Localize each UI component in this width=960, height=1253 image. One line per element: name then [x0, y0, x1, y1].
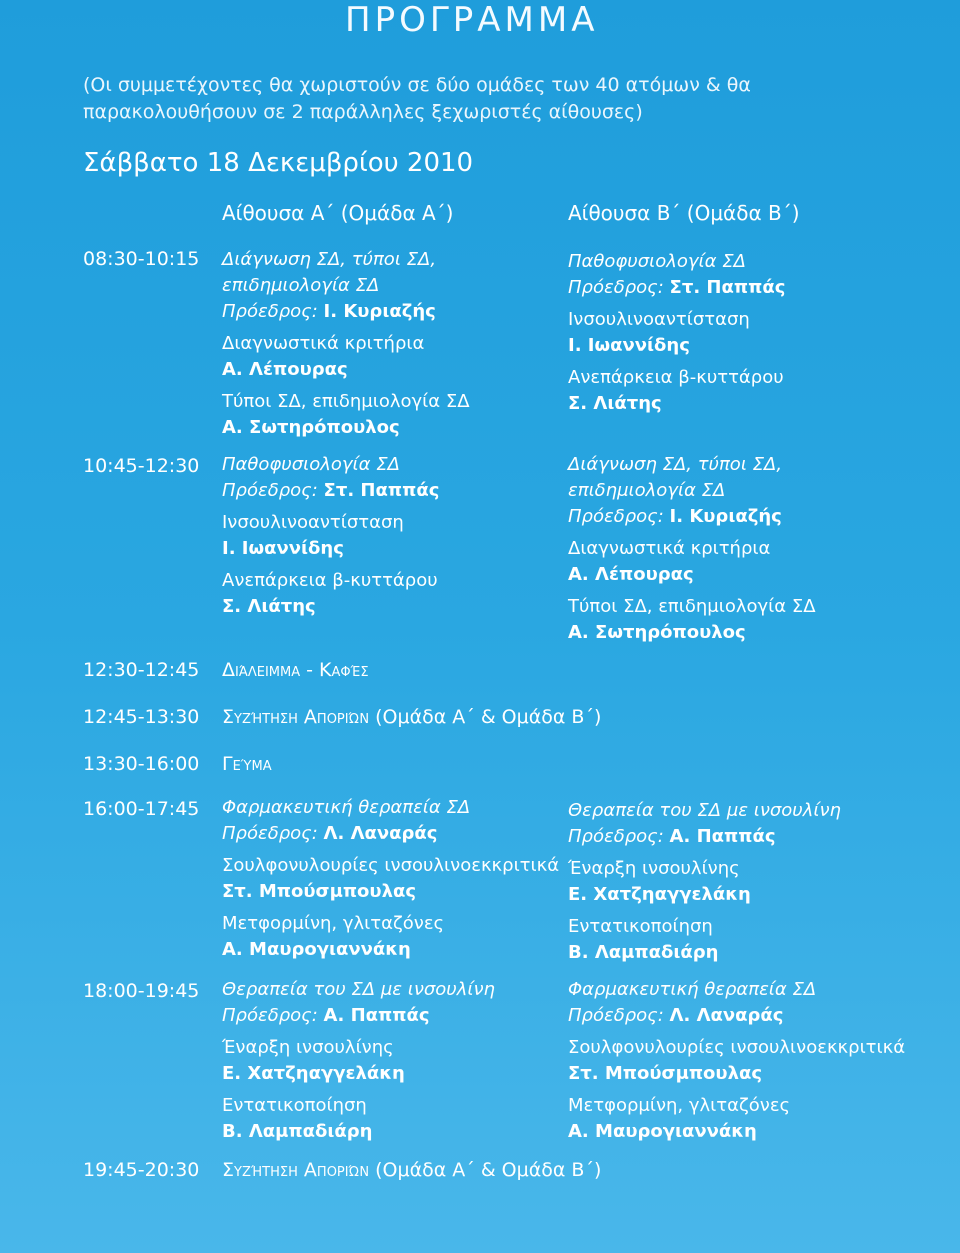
talk-speaker: Α. Μαυρογιαννάκη [222, 939, 411, 960]
talk-speaker: Α. Σωτηρόπουλος [568, 622, 746, 643]
talk-speaker: Α. Λέπουρας [222, 359, 348, 380]
chair-label: Πρόεδρος: [568, 826, 664, 847]
discussion-row [222, 706, 601, 728]
session-block [568, 249, 913, 417]
participants-note: (Οι συμμετέχοντες θα χωριστούν σε δύο ομάδες των 40 ατόμων & θα παρακολουθήσουν σε 2 παράλληλες ξεχωριστές αίθουσες) [83, 74, 751, 123]
chair-name: Ι. Κυριαζής [323, 301, 436, 322]
talk-topic: Ινσουλινοαντίσταση [222, 512, 404, 533]
session-block [222, 247, 567, 441]
chair-name: Ι. Κυριαζής [669, 506, 782, 527]
chair-label: Πρόεδρος: [568, 1005, 664, 1026]
chair-label: Πρόεδρος: [222, 1005, 318, 1026]
discussion-row [222, 1159, 601, 1181]
chair-name: Στ. Παππάς [669, 277, 786, 298]
session-title: Διάγνωση ΣΔ, τύποι ΣΔ, [568, 454, 783, 475]
session-chair [568, 275, 913, 301]
talk-topic: Σουλφονυλουρίες ινσουλινοεκκριτικά [222, 855, 560, 876]
session-title: Φαρμακευτική θεραπεία ΣΔ [568, 979, 817, 1000]
session-title: Παθοφυσιολογία ΣΔ [222, 454, 400, 475]
talk-topic: Ινσουλινοαντίσταση [568, 309, 750, 330]
day-heading: Σάββατο 18 Δεκεμβρίου 2010 [83, 148, 474, 178]
talk-topic: Έναρξη ινσουλίνης [568, 858, 740, 879]
session-chair [222, 1003, 567, 1029]
talk-speaker: Β. Λαμπαδιάρη [568, 942, 719, 963]
talk-speaker: Α. Λέπουρας [568, 564, 694, 585]
talk-speaker: Ι. Ιωαννίδης [222, 538, 344, 559]
talk-topic: Τύποι ΣΔ, επιδημιολογία ΣΔ [222, 391, 470, 412]
talk-speaker: Ι. Ιωαννίδης [568, 335, 690, 356]
talk-speaker: Στ. Μπούσμπουλας [222, 881, 417, 902]
session-block [568, 977, 913, 1145]
session-chair [568, 824, 913, 850]
talk-topic: Εντατικοποίηση [568, 916, 713, 937]
chair-name: Λ. Λαναράς [669, 1005, 784, 1026]
talk-speaker: Σ. Λιάτης [568, 393, 662, 414]
session-title: Θεραπεία του ΣΔ με ινσουλίνη [222, 979, 495, 1000]
talk-speaker: Ε. Χατζηαγγελάκη [222, 1063, 405, 1084]
chair-label: Πρόεδρος: [222, 480, 318, 501]
chair-label: Πρόεδρος: [222, 301, 318, 322]
session-chair [222, 821, 567, 847]
talk-topic: Διαγνωστικά κριτήρια [568, 538, 771, 559]
session-chair [222, 478, 567, 504]
hall-a-heading: Αίθουσα Α΄ (Ομάδα Α΄) [222, 201, 454, 225]
session-block [222, 452, 567, 620]
talk-speaker: Α. Μαυρογιαννάκη [568, 1121, 757, 1142]
session-block [222, 977, 567, 1145]
talk-speaker: Σ. Λιάτης [222, 596, 316, 617]
chair-name: Στ. Παππάς [323, 480, 440, 501]
chair-name: Α. Παππάς [323, 1005, 430, 1026]
time-slot: 12:45-13:30 [83, 706, 200, 728]
session-title: Θεραπεία του ΣΔ με ινσουλίνη [568, 800, 841, 821]
session-title: Παθοφυσιολογία ΣΔ [568, 251, 746, 272]
talk-speaker: Στ. Μπούσμπουλας [568, 1063, 763, 1084]
discussion-groups: (Ομάδα Α΄ & Ομάδα Β΄) [375, 1159, 602, 1181]
hall-b-heading: Αίθουσα Β΄ (Ομάδα Β΄) [568, 201, 800, 225]
talk-topic: Μετφορμίνη, γλιταζόνες [222, 913, 445, 934]
page-title: ΠΡΟΓΡΑΜΜΑ [345, 0, 599, 40]
session-chair [568, 504, 913, 530]
time-slot: 12:30-12:45 [83, 659, 200, 681]
session-chair [222, 299, 567, 325]
time-slot: 10:45-12:30 [83, 455, 200, 477]
discussion-label: Συζήτηση Αποριών [222, 706, 370, 728]
session-title: Διάγνωση ΣΔ, τύποι ΣΔ, [222, 249, 437, 270]
lunch-label: Γεύμα [222, 753, 272, 775]
talk-speaker: Β. Λαμπαδιάρη [222, 1121, 373, 1142]
talk-topic: Ανεπάρκεια β-κυττάρου [222, 570, 438, 591]
talk-speaker: Ε. Χατζηαγγελάκη [568, 884, 751, 905]
talk-topic: Σουλφονυλουρίες ινσουλινοεκκριτικά [568, 1037, 906, 1058]
session-block [568, 798, 913, 966]
time-slot: 16:00-17:45 [83, 798, 200, 820]
chair-label: Πρόεδρος: [568, 506, 664, 527]
session-title: επιδημιολογία ΣΔ [568, 480, 726, 501]
chair-label: Πρόεδρος: [568, 277, 664, 298]
discussion-groups: (Ομάδα Α΄ & Ομάδα Β΄) [375, 706, 602, 728]
talk-topic: Διαγνωστικά κριτήρια [222, 333, 425, 354]
session-block [222, 795, 567, 963]
time-slot: 18:00-19:45 [83, 980, 200, 1002]
chair-label: Πρόεδρος: [222, 823, 318, 844]
talk-topic: Μετφορμίνη, γλιταζόνες [568, 1095, 791, 1116]
time-slot: 08:30-10:15 [83, 248, 200, 270]
talk-topic: Εντατικοποίηση [222, 1095, 367, 1116]
break-label: Διάλειμμα - Καφές [222, 659, 369, 681]
time-slot: 13:30-16:00 [83, 753, 200, 775]
session-chair [568, 1003, 913, 1029]
session-title: Φαρμακευτική θεραπεία ΣΔ [222, 797, 471, 818]
chair-name: Λ. Λαναράς [323, 823, 438, 844]
talk-topic: Έναρξη ινσουλίνης [222, 1037, 394, 1058]
talk-topic: Τύποι ΣΔ, επιδημιολογία ΣΔ [568, 596, 816, 617]
session-block [568, 452, 913, 646]
discussion-label: Συζήτηση Αποριών [222, 1159, 370, 1181]
talk-speaker: Α. Σωτηρόπουλος [222, 417, 400, 438]
chair-name: Α. Παππάς [669, 826, 776, 847]
session-title: επιδημιολογία ΣΔ [222, 275, 380, 296]
talk-topic: Ανεπάρκεια β-κυττάρου [568, 367, 784, 388]
time-slot: 19:45-20:30 [83, 1159, 200, 1181]
